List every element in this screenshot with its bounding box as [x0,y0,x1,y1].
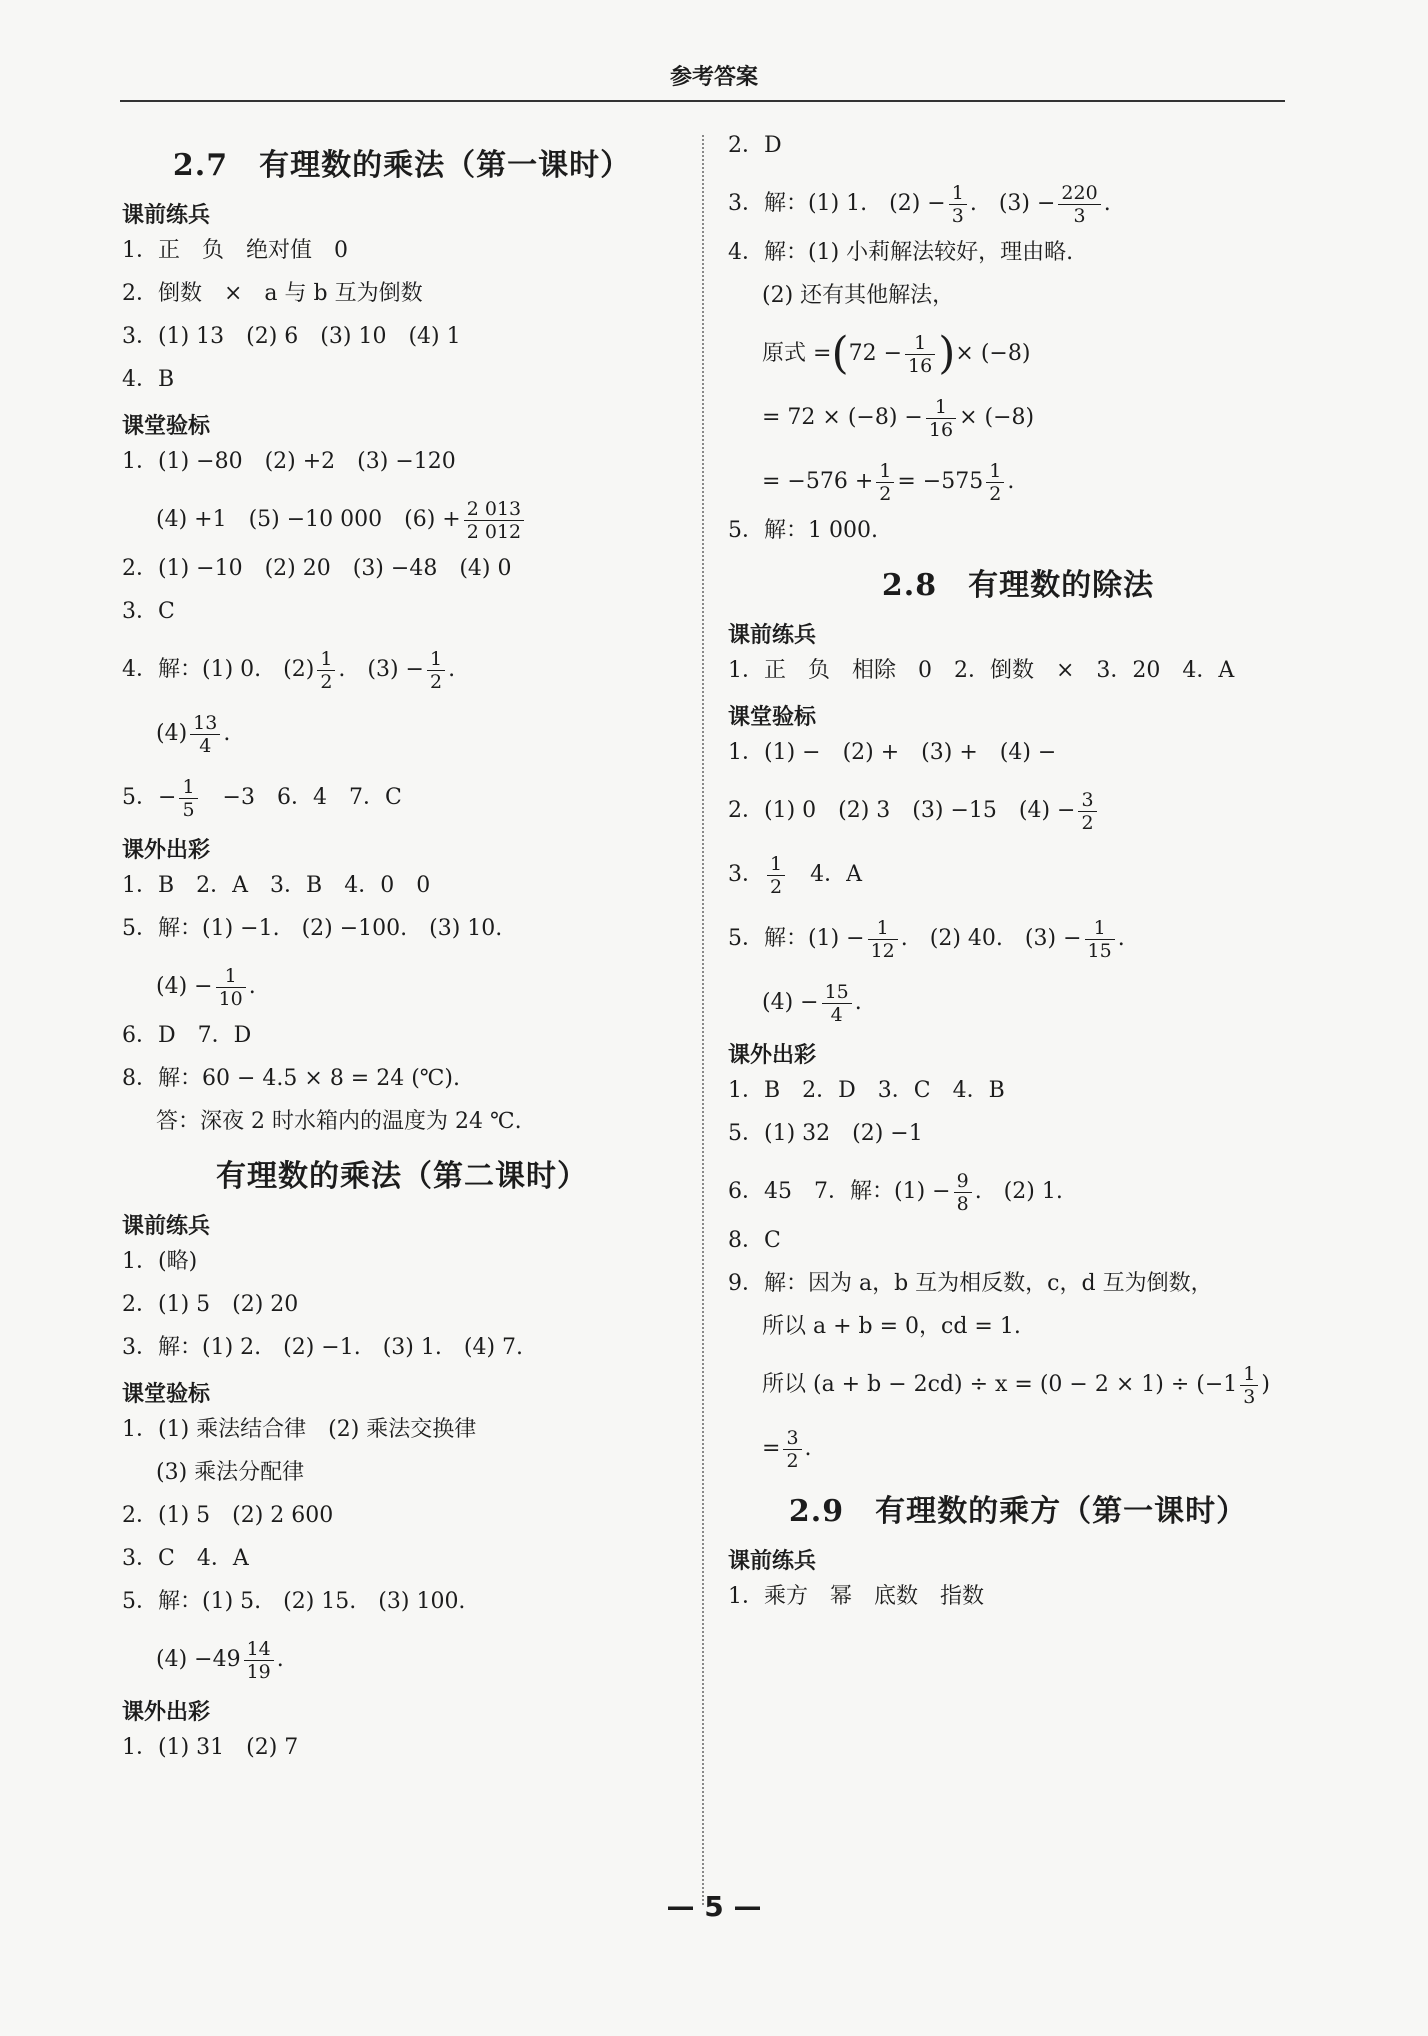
fraction [926,396,956,441]
denominator: 2 [320,670,333,693]
answer-line [728,974,1308,1032]
answer-line [122,958,682,1016]
numerator: 1 [926,396,956,419]
fraction [905,332,935,377]
denominator: 4 [199,734,212,757]
denominator: 19 [246,1660,271,1683]
answer-line: 5．解：(1) −1. (2) −100. (3) 10. [122,916,503,941]
fraction [876,460,894,505]
answer-line: (2) 还有其他解法， [762,283,955,308]
answer-line [122,491,682,549]
answer-text: 72 − [848,341,903,366]
answer-line [122,641,682,699]
header-rule [120,100,1285,102]
numerator: 1 [1085,917,1115,940]
denominator: 10 [218,987,243,1010]
page-header-title: 参考答案 [669,65,758,90]
right-paren: ) [938,328,956,379]
numerator: 13 [190,712,220,735]
answer-line: 1．B 2．D 3．C 4．B [728,1078,1005,1103]
numerator: 2 013 [464,498,524,521]
answer-text: 4．A [788,862,862,887]
numerator: 220 [1058,182,1100,205]
answer-line: 4．解：(1) 小莉解法较好，理由略. [728,240,1074,265]
fraction [986,460,1004,505]
answer-text: . [248,974,256,999]
answer-text: . [804,1436,812,1461]
subsection-heading: 课外出彩 [122,838,211,863]
fraction [767,853,785,898]
answer-line: 答：深夜 2 时水箱内的温度为 24 ℃. [156,1109,522,1134]
subsection-heading: 课堂验标 [122,1382,211,1407]
denominator: 2 [989,482,1002,505]
answer-text: 5．解：(1) − [728,926,865,951]
answer-text: . [448,657,456,682]
answer-line: 1．(1) − (2) + (3) + (4) − [728,740,1057,765]
subsection-heading: 课堂验标 [728,705,817,730]
answer-text: (4) +1 (5) −10 000 (6) + [156,507,461,532]
answer-text: . (3) − [338,657,424,682]
answer-line: 3．(1) 13 (2) 6 (3) 10 (4) 1 [122,324,461,349]
answer-text: 5．− [122,785,177,810]
fraction [1240,1363,1258,1408]
numerator: 15 [822,981,852,1004]
answer-line: 2．D [728,133,782,158]
answer-text: 原式 = [762,341,832,366]
answer-line: 8．C [728,1228,781,1253]
answer-line [728,453,1308,511]
subsection-heading: 课前练兵 [728,1549,817,1574]
numerator: 9 [954,1170,972,1193]
answer-line: 所以 a + b = 0，cd = 1. [762,1314,1021,1339]
numerator: 1 [427,648,445,671]
denominator: 4 [830,1003,843,1026]
answer-text: . [854,990,862,1015]
denominator: 8 [956,1192,969,1215]
answer-text: 3．解：(1) 1. (2) − [728,191,946,216]
denominator: 3 [951,204,964,227]
fraction [954,1170,972,1215]
answer-line: 5．(1) 32 (2) −1 [728,1121,923,1146]
answer-line [728,1420,1308,1478]
answer-text: = [762,1436,781,1461]
right-column [728,132,1308,1626]
answer-text: 6．45 7．解：(1) − [728,1179,951,1204]
answer-line: 4．B [122,367,175,392]
answer-text: 2．(1) 0 (2) 3 (3) −15 (4) − [728,798,1076,823]
answer-line: 2．(1) 5 (2) 2 600 [122,1503,334,1528]
numerator: 1 [868,917,898,940]
denominator: 2 [770,875,783,898]
answer-line: 2．(1) −10 (2) 20 (3) −48 (4) 0 [122,556,512,581]
answer-line: 1．B 2．A 3．B 4．0 0 [122,873,431,898]
answer-line: 5．解：1 000. [728,518,878,543]
answer-text: . [1103,191,1111,216]
answer-line: 1．(1) 乘法结合律 (2) 乘法交换律 [122,1417,477,1442]
numerator: 1 [767,853,785,876]
answer-text: . (3) − [969,191,1056,216]
answer-text: −3 6．4 7．C [200,785,402,810]
left-column [122,132,682,1777]
fraction [244,1638,274,1683]
subsection-heading: 课前练兵 [122,1214,211,1239]
denominator: 5 [182,798,195,821]
answer-line [728,325,1308,383]
column-divider [702,135,704,1905]
answer-line: 3．C [122,599,175,624]
answer-text: (4) [156,721,188,746]
answer-line [728,1356,1308,1414]
answer-line: 2．倒数 × a 与 b 互为倒数 [122,281,423,306]
answer-line: 3．C 4．A [122,1546,249,1571]
answer-line: 3．解：(1) 2. (2) −1. (3) 1. (4) 7. [122,1335,524,1360]
fraction [822,981,852,1026]
answer-text: . (2) 1. [974,1179,1063,1204]
answer-text: 4．解：(1) 0. (2) [122,657,315,682]
numerator: 1 [216,965,246,988]
answer-line [728,175,1308,233]
answer-line [122,705,682,763]
subsection-heading: 课外出彩 [728,1043,817,1068]
answer-line: 8．解：60 − 4.5 × 8 = 24 (℃). [122,1066,460,1091]
fraction [190,712,220,757]
answer-line: 1．乘方 幂 底数 指数 [728,1584,984,1609]
answer-text: 3． [728,862,764,887]
answer-text: = −576 + [762,469,874,494]
denominator: 16 [908,354,933,377]
answer-line: 1．(1) −80 (2) +2 (3) −120 [122,449,456,474]
answer-text: (4) −49 [156,1647,241,1672]
answer-line: 1．(1) 31 (2) 7 [122,1735,299,1760]
answer-text: = 72 × (−8) − [762,405,923,430]
answer-line: 2．(1) 5 (2) 20 [122,1292,299,1317]
answer-text: . (2) 40. (3) − [900,926,1082,951]
answer-text: . [223,721,231,746]
answer-line [122,769,682,827]
denominator: 2 [879,482,892,505]
fraction [949,182,967,227]
section-title: 2.9 有理数的乘方（第一课时） [788,1494,1248,1529]
numerator: 1 [986,460,1004,483]
denominator: 2 [786,1449,799,1472]
answer-line: 9．解：因为 a，b 互为相反数，c，d 互为倒数， [728,1271,1213,1296]
answer-text: × (−8) [955,341,1031,366]
denominator: 2 012 [466,520,522,543]
left-paren: ( [831,328,849,379]
denominator: 15 [1087,939,1112,962]
answer-text: = −575 [897,469,984,494]
denominator: 2 [430,670,443,693]
numerator: 1 [179,776,197,799]
answer-line: 1．正 负 绝对值 0 [122,238,348,263]
fraction [216,965,246,1010]
section-title: 2.8 有理数的除法 [881,568,1155,603]
section-title: 2.7 有理数的乘法（第一课时） [172,148,632,183]
page-number: — 5 — [666,1890,762,1923]
answer-line [728,1163,1308,1221]
subsection-heading: 课前练兵 [122,203,211,228]
numerator: 1 [905,332,935,355]
numerator: 14 [244,1638,274,1661]
fraction [464,498,524,543]
answer-line: 1．(略) [122,1249,198,1274]
fraction [868,917,898,962]
subsection-heading: 课堂验标 [122,414,211,439]
numerator: 3 [1078,789,1096,812]
answer-line [728,910,1308,968]
fraction [783,1427,801,1472]
answer-line: (3) 乘法分配律 [156,1460,305,1485]
numerator: 1 [1240,1363,1258,1386]
answer-line [122,1631,682,1689]
denominator: 3 [1073,204,1086,227]
denominator: 3 [1243,1385,1256,1408]
answer-text: × (−8) [959,405,1035,430]
answer-line [728,782,1308,840]
fraction [1085,917,1115,962]
denominator: 12 [870,939,895,962]
answer-line: 1．正 负 相除 0 2．倒数 × 3．20 4．A [728,658,1235,683]
answer-text: . [1117,926,1125,951]
answer-line [728,846,1308,904]
answer-text: . [1007,469,1015,494]
fraction [1058,182,1100,227]
fraction [179,776,197,821]
subsection-heading: 课前练兵 [728,623,817,648]
answer-line: 6．D 7．D [122,1023,252,1048]
section-title: 有理数的乘法（第二课时） [216,1159,588,1194]
answer-text: . [276,1647,284,1672]
answer-text: (4) − [762,990,819,1015]
denominator: 2 [1081,811,1094,834]
answer-text: (4) − [156,974,213,999]
numerator: 1 [949,182,967,205]
subsection-heading: 课外出彩 [122,1700,211,1725]
fraction [427,648,445,693]
numerator: 1 [317,648,335,671]
answer-text: ) [1261,1372,1270,1397]
numerator: 3 [783,1427,801,1450]
answer-text: 所以 (a + b − 2cd) ÷ x = (0 − 2 × 1) ÷ (−1 [762,1372,1238,1397]
fraction [317,648,335,693]
answer-line: 5．解：(1) 5. (2) 15. (3) 100. [122,1589,466,1614]
fraction [1078,789,1096,834]
denominator: 16 [928,418,954,441]
answer-line [728,389,1308,447]
numerator: 1 [876,460,894,483]
